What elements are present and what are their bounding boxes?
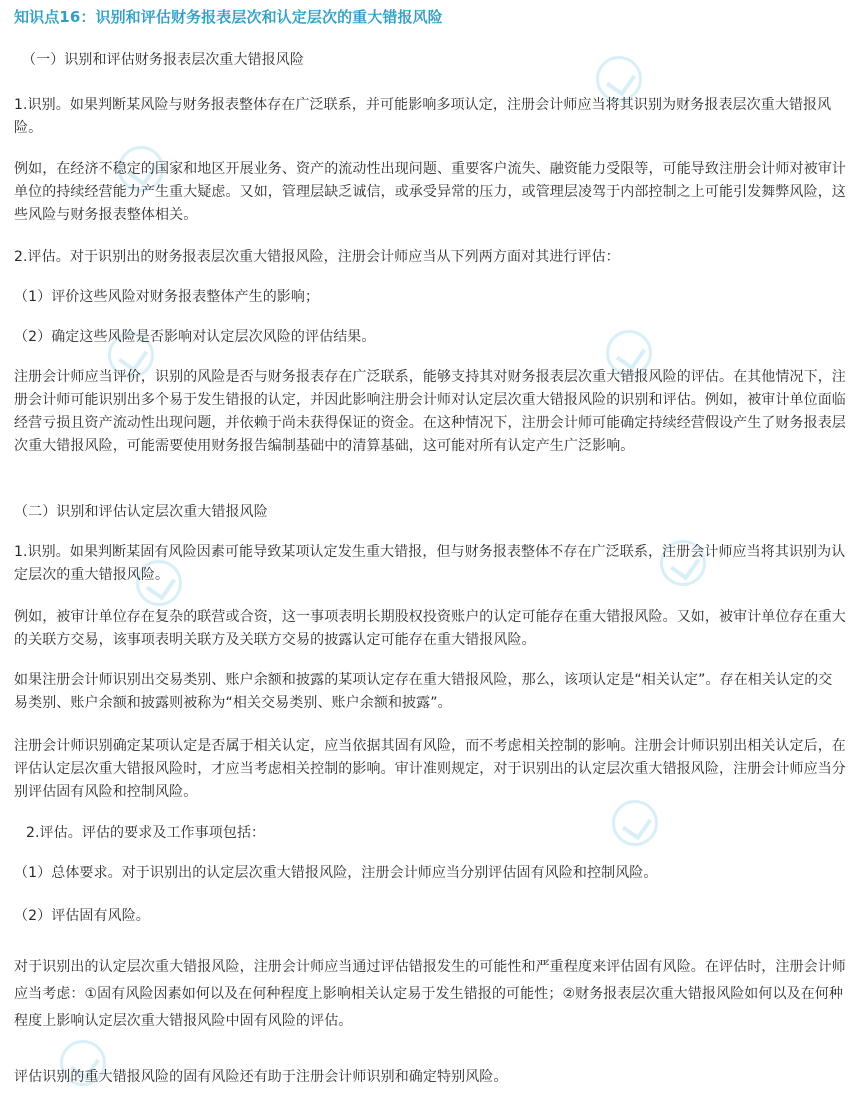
paragraph: 例如，被审计单位存在复杂的联营或合资，这一事项表明长期股权投资账户的认定可能存在重大错报风险。又如，被审计单位存在重大的关联方交易，该事项表明关联方及关联方交易的披露认定可能存在重大错报风险。 (14, 609, 846, 648)
paragraph: 例如，在经济不稳定的国家和地区开展业务、资产的流动性出现问题、重要客户流失、融资能力受限等，可能导致注册会计师对被审计单位的持续经营能力产生重大疑虑。又如，管理层缺乏诚信，或承受异常的压力，或管理层凌驾于内部控制之上可能引发舞弊风险，这些风险与财务报表整体相关。 (14, 161, 846, 223)
section-title: 知识点16：识别和评估财务报表层次和认定层次的重大错报风险 (14, 8, 443, 26)
subsection-heading: （一）识别和评估财务报表层次重大错报风险 (22, 52, 304, 68)
paragraph: 评估识别的重大错报风险的固有风险还有助于注册会计师识别和确定特别风险。 (14, 1069, 508, 1085)
list-item: （2）评估固有风险。 (14, 908, 150, 924)
paragraph: 对于识别出的认定层次重大错报风险，注册会计师应当通过评估错报发生的可能性和严重程度来评估固有风险。在评估时，注册会计师应当考虑：①固有风险因素如何以及在何种程度上影响相关认定易于发生错报的可能性；②财务报表层次重大错报风险如何以及在何种程度上影响认定层次重大错报风险中固有风险的评估。 (14, 959, 846, 1029)
paragraph: 注册会计师应当评价，识别的风险是否与财务报表存在广泛联系，能够支持其对财务报表层次重大错报风险的评估。在其他情况下，注册会计师可能识别出多个易于发生错报的认定，并因此影响注册会计师对认定层次重大错报风险的识别和评估。例如，被审计单位面临经营亏损且资产流动性出现问题，并依赖于尚未获得保证的资金。在这种情况下，注册会计师可能确定持续经营假设产生了财务报表层次重大错报风险，可能需要使用财务报告编制基础中的清算基础，这可能对所有认定产生广泛影响。 (14, 369, 846, 454)
paragraph: 注册会计师识别确定某项认定是否属于相关认定，应当依据其固有风险，而不考虑相关控制的影响。注册会计师识别出相关认定后，在评估认定层次重大错报风险时，才应当考虑相关控制的影响。审计准则规定，对于识别出的认定层次重大错报风险，注册会计师应当分别评估固有风险和控制风险。 (14, 738, 846, 800)
list-item: （2）确定这些风险是否影响对认定层次风险的评估结果。 (14, 329, 376, 345)
paragraph: 1.识别。如果判断某风险与财务报表整体存在广泛联系，并可能影响多项认定，注册会计师应当将其识别为财务报表层次重大错报风险。 (14, 97, 832, 136)
paragraph: 如果注册会计师识别出交易类别、账户余额和披露的某项认定存在重大错报风险，那么，该项认定是“相关认定”。存在相关认定的交易类别、账户余额和披露则被称为“相关交易类别、账户余额和披露”。 (14, 672, 833, 711)
paragraph: 1.识别。如果判断某固有风险因素可能导致某项认定发生重大错报，但与财务报表整体不存在广泛联系，注册会计师应当将其识别为认定层次的重大错报风险。 (14, 544, 846, 583)
list-item: （1）总体要求。对于识别出的认定层次重大错报风险，注册会计师应当分别评估固有风险和控制风险。 (14, 865, 658, 881)
list-item: （1）评价这些风险对财务报表整体产生的影响； (14, 289, 320, 305)
paragraph: 2.评估。对于识别出的财务报表层次重大错报风险，注册会计师应当从下列两方面对其进行评估： (14, 249, 620, 265)
subsection-heading: （二）识别和评估认定层次重大错报风险 (14, 504, 268, 520)
subsection-heading: 2.评估。评估的要求及工作事项包括： (26, 825, 266, 841)
